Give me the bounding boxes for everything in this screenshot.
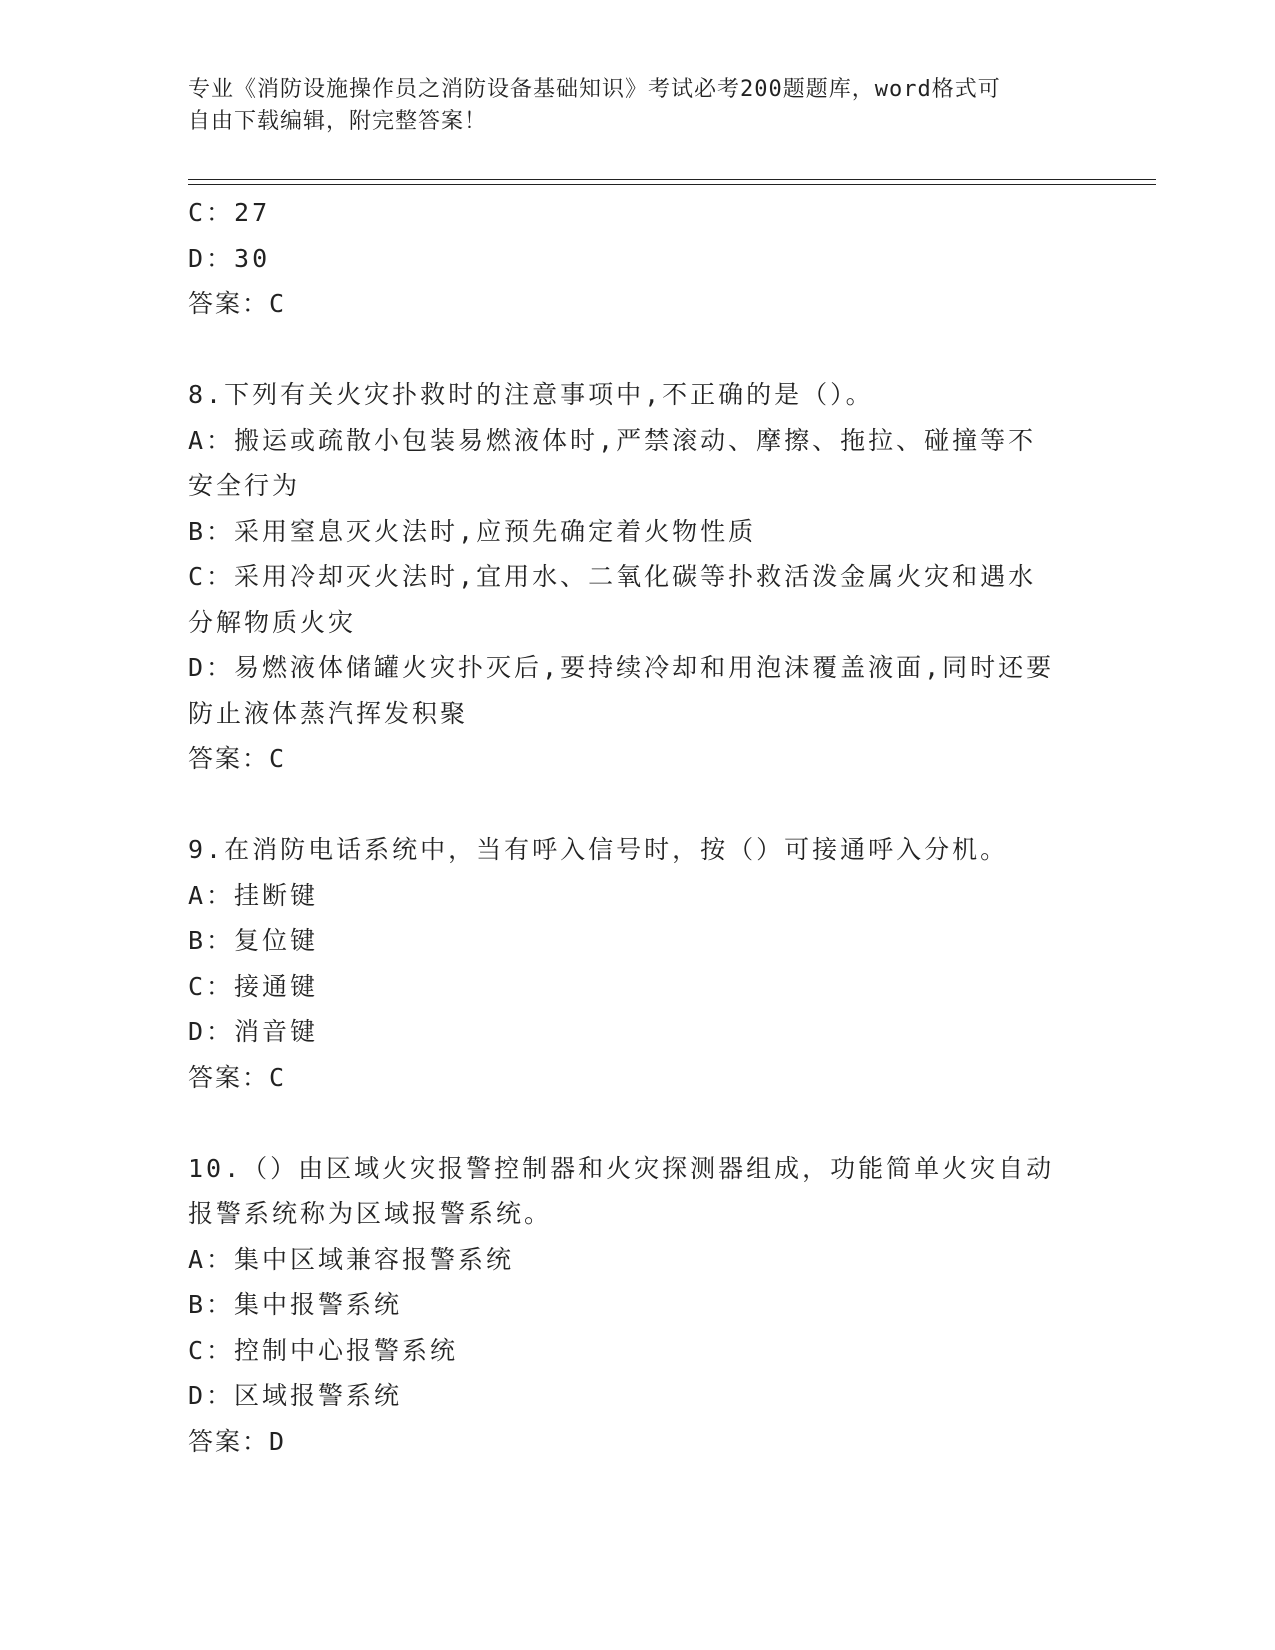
question-stem: 10.（）由区域火灾报警控制器和火灾探测器组成，功能简单火灾自动 bbox=[188, 1153, 1055, 1183]
header-divider-top bbox=[188, 179, 1156, 180]
option-d: D：消音键 bbox=[188, 1017, 319, 1046]
answer-line: 答案：C bbox=[188, 744, 287, 773]
header-divider-bottom bbox=[188, 184, 1156, 185]
header-line-1: 专业《消防设施操作员之消防设备基础知识》考试必考200题题库，word格式可 bbox=[188, 77, 1001, 102]
option-b: B：采用窒息灭火法时,应预先确定着火物性质 bbox=[188, 516, 757, 546]
answer-line: 答案：C bbox=[188, 289, 287, 318]
question-stem-continued: 报警系统称为区域报警系统。 bbox=[188, 1199, 553, 1228]
spacer bbox=[188, 1100, 1088, 1146]
option-a: A：挂断键 bbox=[188, 880, 319, 910]
question-8 bbox=[188, 372, 1088, 782]
option-c: C：采用冷却灭火法时,宜用水、二氧化碳等扑救活泼金属火灾和遇水 bbox=[188, 562, 1037, 591]
document-header bbox=[188, 74, 1088, 138]
question-9 bbox=[188, 827, 1088, 1100]
spacer bbox=[188, 327, 1088, 373]
option-d: D：30 bbox=[188, 243, 271, 273]
answer-line: 答案：C bbox=[188, 1062, 287, 1092]
option-d: D：易燃液体储罐火灾扑灭后,要持续冷却和用泡沫覆盖液面,同时还要 bbox=[188, 653, 1055, 682]
header-line-2: 自由下载编辑，附完整答案！ bbox=[188, 109, 488, 134]
option-a: A：搬运或疏散小包装易燃液体时,严禁滚动、摩擦、拖拉、碰撞等不 bbox=[188, 425, 1037, 455]
question-stem: 9.在消防电话系统中，当有呼入信号时，按（）可接通呼入分机。 bbox=[188, 835, 1009, 864]
option-a-continued: 安全行为 bbox=[188, 471, 301, 500]
option-c: C：接通键 bbox=[188, 971, 319, 1001]
prev-question bbox=[188, 190, 1088, 327]
spacer bbox=[188, 782, 1088, 828]
option-c: C：控制中心报警系统 bbox=[188, 1335, 459, 1365]
option-c-continued: 分解物质火灾 bbox=[188, 607, 357, 637]
question-10 bbox=[188, 1146, 1088, 1465]
question-stem: 8.下列有关火灾扑救时的注意事项中,不正确的是（）。 bbox=[188, 380, 874, 409]
answer-line: 答案：D bbox=[188, 1426, 287, 1456]
option-d-continued: 防止液体蒸汽挥发积聚 bbox=[188, 698, 469, 728]
option-b: B：集中报警系统 bbox=[188, 1290, 403, 1319]
question-list bbox=[188, 190, 1088, 1464]
option-b: B：复位键 bbox=[188, 926, 319, 955]
option-c: C：27 bbox=[188, 198, 271, 227]
option-a: A：集中区域兼容报警系统 bbox=[188, 1244, 515, 1274]
option-d: D：区域报警系统 bbox=[188, 1381, 403, 1410]
